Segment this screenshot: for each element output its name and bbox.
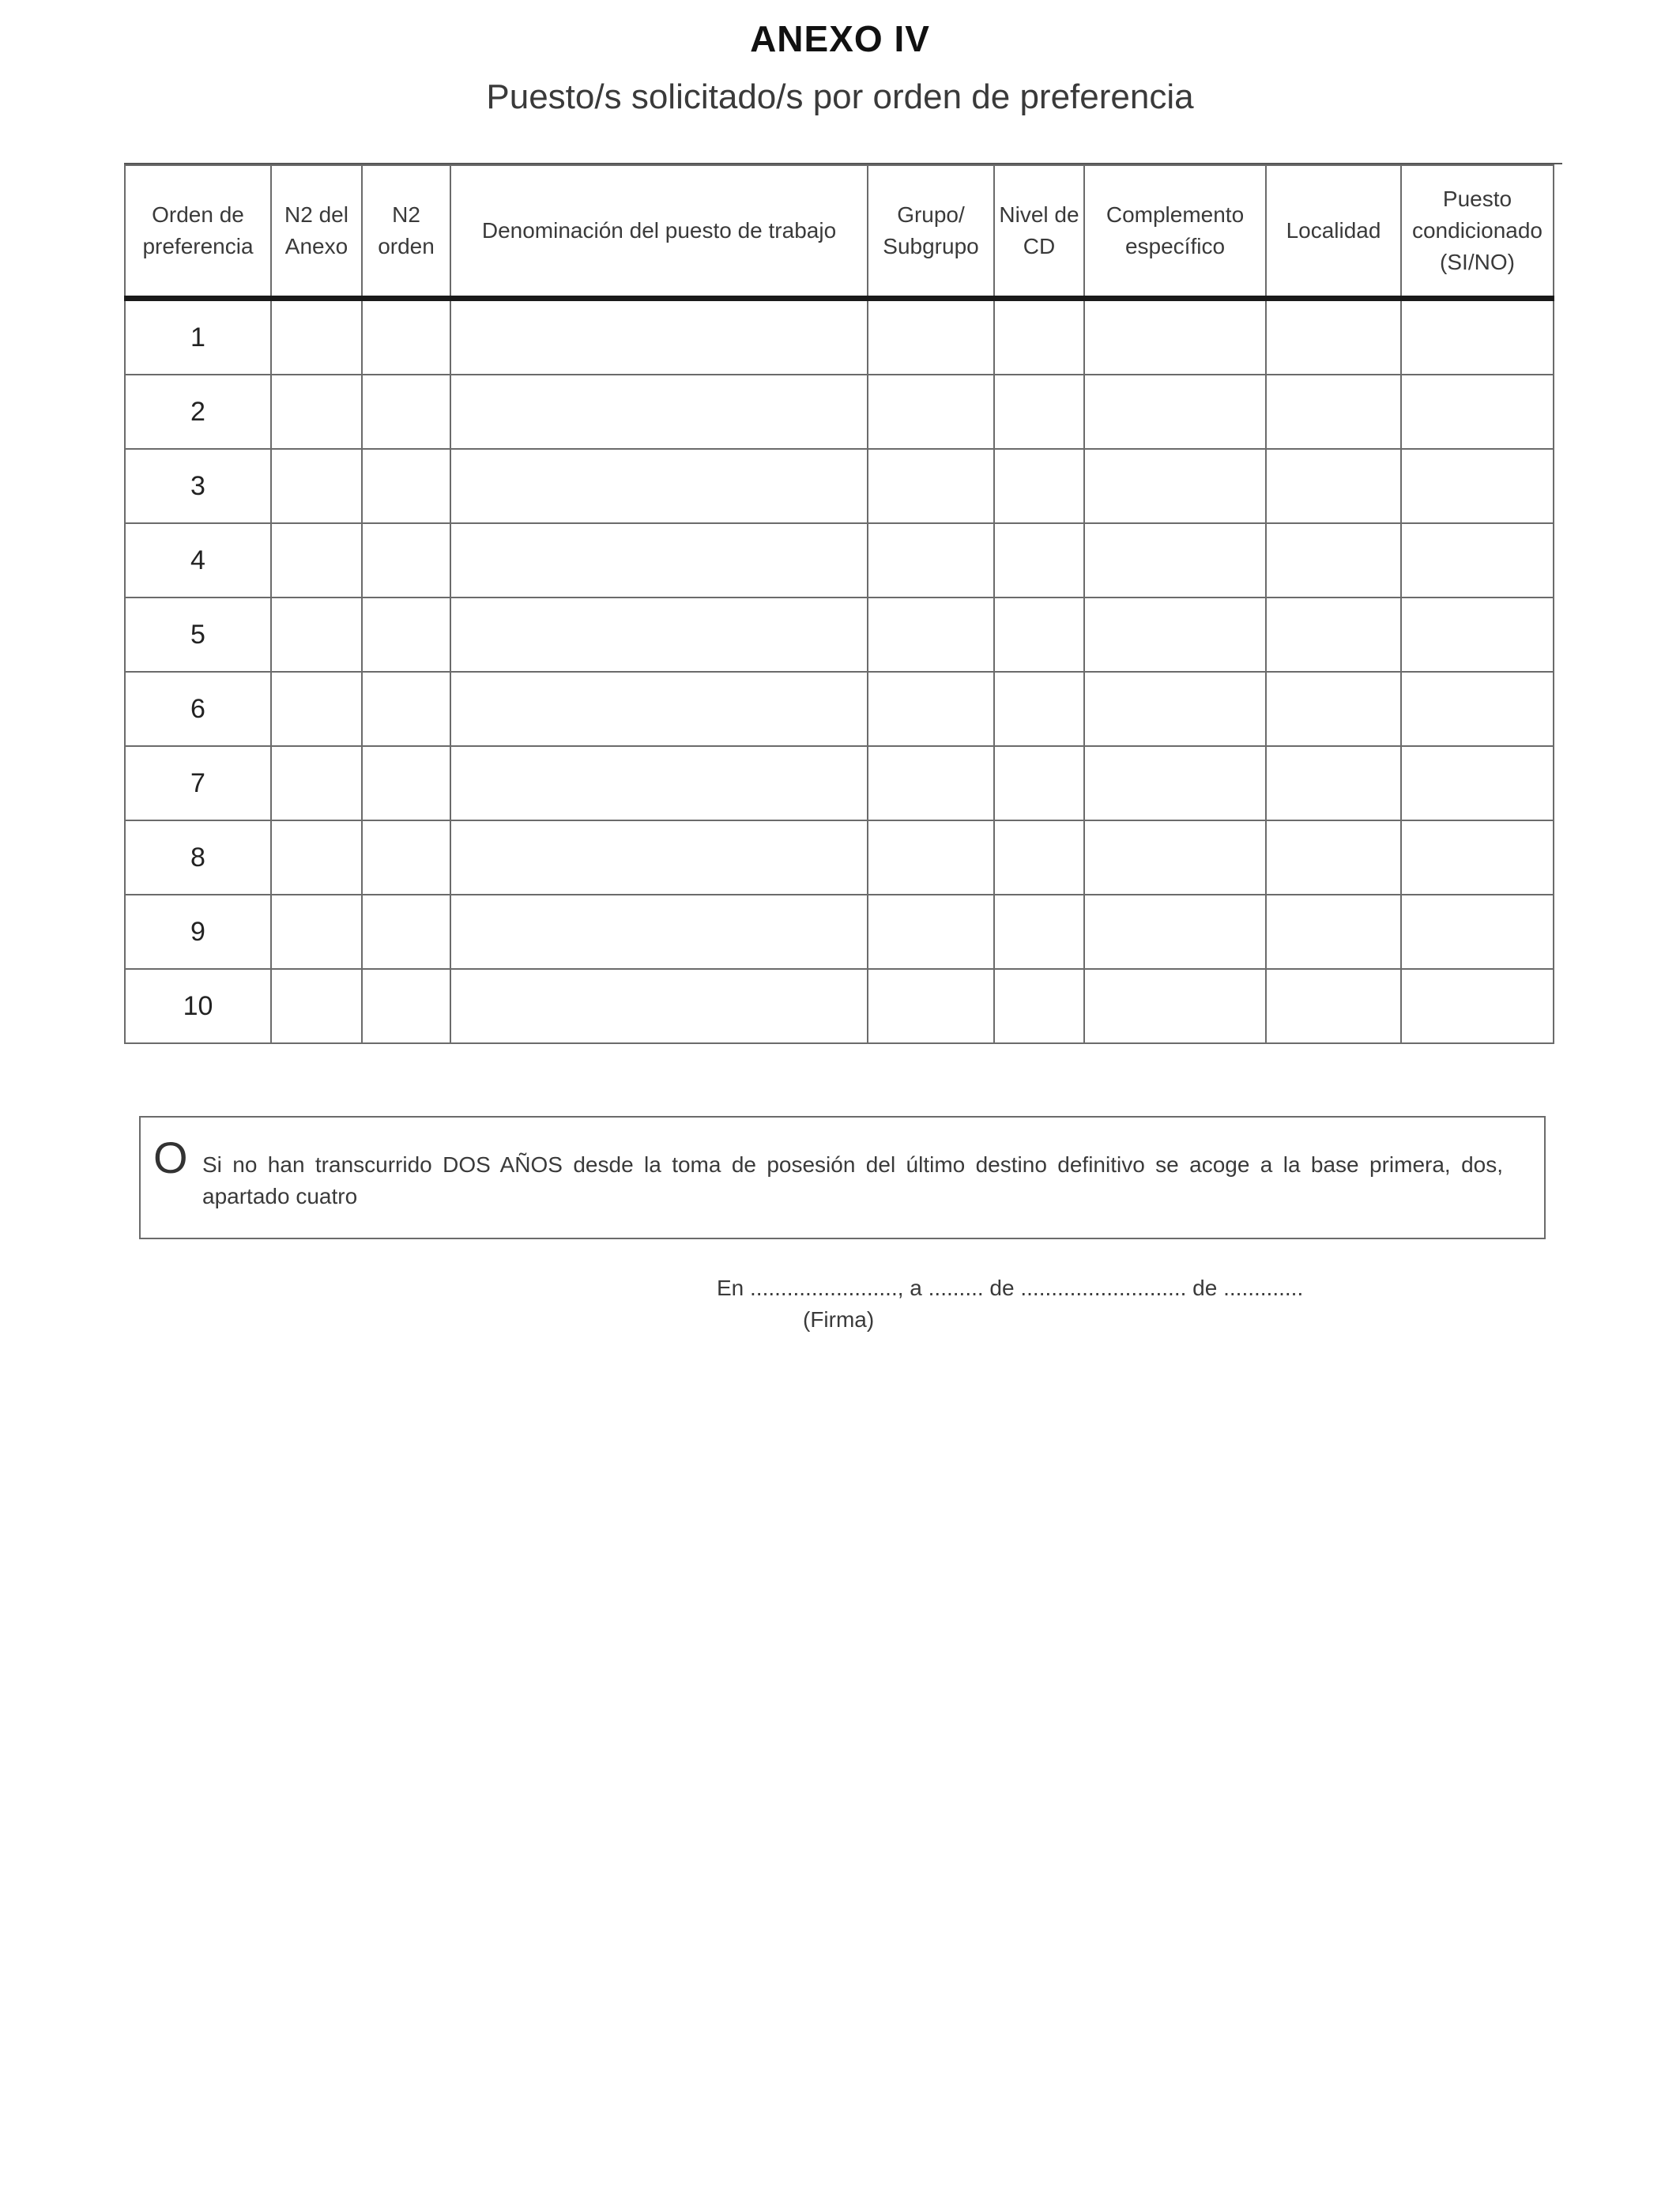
cell-nivel-cd[interactable] xyxy=(994,820,1084,895)
cell-n-anexo[interactable] xyxy=(271,895,362,969)
table-row xyxy=(125,820,1554,895)
cell-nivel-cd[interactable] xyxy=(994,299,1084,375)
table-row xyxy=(125,746,1554,820)
column-header-denominacion: Denominación del puesto de trabajo xyxy=(450,165,868,299)
cell-n-orden[interactable] xyxy=(362,672,450,746)
checkbox-circle[interactable]: O xyxy=(153,1133,188,1182)
cell-n-anexo[interactable] xyxy=(271,598,362,672)
column-header-localidad: Localidad xyxy=(1266,165,1401,299)
cell-complemento[interactable] xyxy=(1084,895,1266,969)
cell-nivel-cd[interactable] xyxy=(994,523,1084,598)
cell-condicionado[interactable] xyxy=(1401,449,1554,523)
cell-condicionado[interactable] xyxy=(1401,895,1554,969)
table-row xyxy=(125,895,1554,969)
column-header-orden: Orden de preferencia xyxy=(125,165,271,299)
cell-n-orden[interactable] xyxy=(362,598,450,672)
cell-complemento[interactable] xyxy=(1084,523,1266,598)
cell-localidad[interactable] xyxy=(1266,598,1401,672)
cell-grupo[interactable] xyxy=(868,746,994,820)
cell-grupo[interactable] xyxy=(868,449,994,523)
cell-complemento[interactable] xyxy=(1084,969,1266,1043)
notice-box xyxy=(139,1116,1546,1239)
table-row xyxy=(125,672,1554,746)
cell-n-anexo[interactable] xyxy=(271,299,362,375)
cell-n-anexo[interactable] xyxy=(271,523,362,598)
cell-complemento[interactable] xyxy=(1084,746,1266,820)
cell-grupo[interactable] xyxy=(868,895,994,969)
cell-complemento[interactable] xyxy=(1084,449,1266,523)
row-number: 5 xyxy=(125,598,271,672)
cell-localidad[interactable] xyxy=(1266,449,1401,523)
column-header-nivel-cd: Nivel de CD xyxy=(994,165,1084,299)
cell-denominacion[interactable] xyxy=(450,672,868,746)
cell-n-orden[interactable] xyxy=(362,299,450,375)
cell-nivel-cd[interactable] xyxy=(994,449,1084,523)
cell-condicionado[interactable] xyxy=(1401,299,1554,375)
cell-grupo[interactable] xyxy=(868,672,994,746)
cell-localidad[interactable] xyxy=(1266,523,1401,598)
cell-grupo[interactable] xyxy=(868,598,994,672)
cell-condicionado[interactable] xyxy=(1401,820,1554,895)
cell-n-anexo[interactable] xyxy=(271,672,362,746)
signature-label: (Firma) xyxy=(803,1307,875,1332)
row-number: 8 xyxy=(125,820,271,895)
cell-nivel-cd[interactable] xyxy=(994,746,1084,820)
row-number: 3 xyxy=(125,449,271,523)
cell-nivel-cd[interactable] xyxy=(994,672,1084,746)
table-row xyxy=(125,523,1554,598)
page-title: ANEXO IV xyxy=(750,18,930,59)
place-date-line: En ........................, a ......... de ........................... de ............. xyxy=(717,1276,1304,1300)
page-subtitle: Puesto/s solicitado/s por orden de preferencia xyxy=(486,77,1194,116)
cell-complemento[interactable] xyxy=(1084,672,1266,746)
cell-localidad[interactable] xyxy=(1266,969,1401,1043)
cell-nivel-cd[interactable] xyxy=(994,598,1084,672)
preference-table xyxy=(124,164,1554,1044)
cell-n-orden[interactable] xyxy=(362,375,450,449)
cell-nivel-cd[interactable] xyxy=(994,375,1084,449)
cell-n-orden[interactable] xyxy=(362,523,450,598)
cell-condicionado[interactable] xyxy=(1401,746,1554,820)
cell-n-anexo[interactable] xyxy=(271,969,362,1043)
cell-nivel-cd[interactable] xyxy=(994,969,1084,1043)
cell-complemento[interactable] xyxy=(1084,375,1266,449)
cell-condicionado[interactable] xyxy=(1401,375,1554,449)
cell-grupo[interactable] xyxy=(868,820,994,895)
cell-grupo[interactable] xyxy=(868,375,994,449)
cell-denominacion[interactable] xyxy=(450,523,868,598)
cell-localidad[interactable] xyxy=(1266,672,1401,746)
cell-n-anexo[interactable] xyxy=(271,449,362,523)
cell-condicionado[interactable] xyxy=(1401,969,1554,1043)
table-row xyxy=(125,299,1554,375)
cell-denominacion[interactable] xyxy=(450,969,868,1043)
cell-condicionado[interactable] xyxy=(1401,523,1554,598)
cell-denominacion[interactable] xyxy=(450,299,868,375)
column-header-complemento: Complemento específico xyxy=(1084,165,1266,299)
cell-nivel-cd[interactable] xyxy=(994,895,1084,969)
cell-denominacion[interactable] xyxy=(450,820,868,895)
table-row xyxy=(125,969,1554,1043)
cell-localidad[interactable] xyxy=(1266,299,1401,375)
cell-localidad[interactable] xyxy=(1266,895,1401,969)
cell-denominacion[interactable] xyxy=(450,449,868,523)
cell-denominacion[interactable] xyxy=(450,598,868,672)
cell-localidad[interactable] xyxy=(1266,820,1401,895)
row-number: 2 xyxy=(125,375,271,449)
cell-n-orden[interactable] xyxy=(362,746,450,820)
notice-text: Si no han transcurrido DOS AÑOS desde la toma de posesión del último destino definitivo se acoge a la base primera, dos, apartado cuatro xyxy=(202,1152,1503,1208)
cell-complemento[interactable] xyxy=(1084,598,1266,672)
cell-denominacion[interactable] xyxy=(450,746,868,820)
cell-localidad[interactable] xyxy=(1266,375,1401,449)
row-number: 4 xyxy=(125,523,271,598)
column-header-grupo: Grupo/ Subgrupo xyxy=(868,165,994,299)
cell-n-anexo[interactable] xyxy=(271,375,362,449)
column-header-condicionado: Puesto condicionado (SI/NO) xyxy=(1401,165,1554,299)
cell-grupo[interactable] xyxy=(868,969,994,1043)
cell-n-orden[interactable] xyxy=(362,969,450,1043)
cell-denominacion[interactable] xyxy=(450,895,868,969)
cell-n-orden[interactable] xyxy=(362,895,450,969)
cell-n-anexo[interactable] xyxy=(271,746,362,820)
row-number: 10 xyxy=(125,969,271,1043)
cell-grupo[interactable] xyxy=(868,523,994,598)
table-row xyxy=(125,375,1554,449)
row-number: 7 xyxy=(125,746,271,820)
column-header-n-anexo: N2 del Anexo xyxy=(271,165,362,299)
table-row xyxy=(125,598,1554,672)
cell-complemento[interactable] xyxy=(1084,820,1266,895)
row-number: 1 xyxy=(125,299,271,375)
table-header-row xyxy=(125,165,1554,299)
cell-condicionado[interactable] xyxy=(1401,598,1554,672)
cell-n-orden[interactable] xyxy=(362,449,450,523)
row-number: 6 xyxy=(125,672,271,746)
cell-n-anexo[interactable] xyxy=(271,820,362,895)
column-header-n-orden: N2 orden xyxy=(362,165,450,299)
table-row xyxy=(125,449,1554,523)
cell-n-orden[interactable] xyxy=(362,820,450,895)
cell-localidad[interactable] xyxy=(1266,746,1401,820)
row-number: 9 xyxy=(125,895,271,969)
cell-complemento[interactable] xyxy=(1084,299,1266,375)
cell-condicionado[interactable] xyxy=(1401,672,1554,746)
cell-grupo[interactable] xyxy=(868,299,994,375)
cell-denominacion[interactable] xyxy=(450,375,868,449)
